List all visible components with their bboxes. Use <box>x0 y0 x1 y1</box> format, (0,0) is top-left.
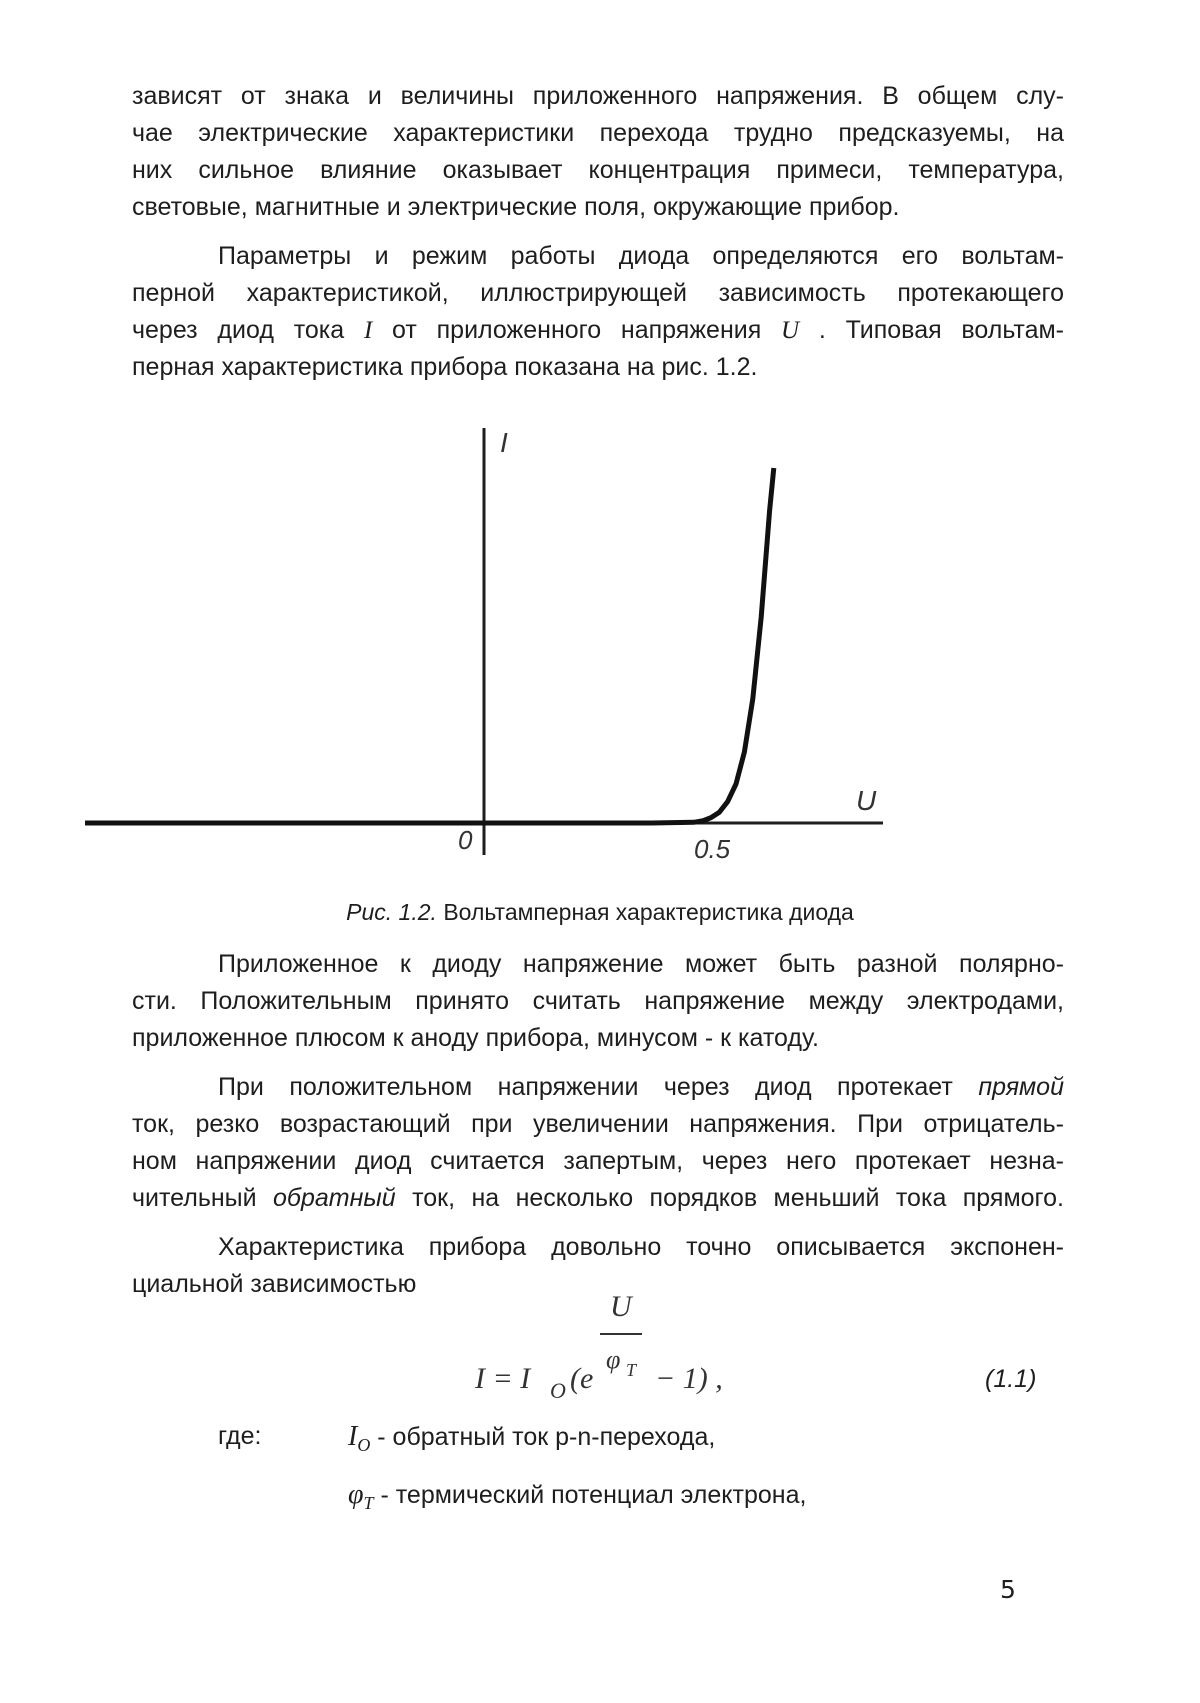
para4-line3: ном напряжении диод считается запертым, через него протекает незна- <box>132 1147 1064 1175</box>
where-i0-text: - обратный ток p-n-перехода, <box>377 1423 716 1451</box>
para2-line3-c: . Типовая вольтам- <box>818 316 1065 344</box>
formula-exp: φ <box>606 1345 621 1374</box>
where-label: где: <box>218 1422 262 1450</box>
where-phi <box>348 1476 806 1522</box>
para2-line2: перной характеристикой, иллюстрирующей зависимость протекающего <box>132 279 1064 307</box>
caption-text: Вольтамперная характеристика диода <box>443 899 854 925</box>
para2-line3-b: от приложенного напряжения <box>392 316 762 344</box>
where-i0 <box>348 1418 715 1464</box>
formula-lhs: I = I <box>475 1362 531 1395</box>
x-axis-label: U <box>856 785 877 816</box>
where-i0-sub: O <box>357 1435 371 1455</box>
para1-line2: чае электрические характеристики перехода трудно предсказуемы, на <box>132 119 1064 147</box>
para4-line1 <box>218 1069 1064 1106</box>
para5-line1: Характеристика прибора довольно точно описывается экспонен- <box>218 1233 1064 1261</box>
para2-line3-a: через диод тока <box>132 316 345 344</box>
para4-line2: ток, резко возрастающий при увеличении напряжения. При отрицатель- <box>132 1110 1064 1138</box>
para2-line1: Параметры и режим работы диода определяются его вольтам- <box>218 242 1064 270</box>
para1-line4: световые, магнитные и электрические поля, окружающие прибор. <box>132 193 900 221</box>
equation-number: (1.1) <box>985 1365 1037 1393</box>
tick-label-0.5: 0.5 <box>694 834 731 864</box>
para5-line2: циальной зависимостью <box>132 1270 417 1298</box>
para3-line3: приложенное плюсом к аноду прибора, минусом - к катоду. <box>132 1024 819 1052</box>
caption-label: Рис. 1.2. <box>346 899 437 925</box>
tick-label-0: 0 <box>458 825 473 855</box>
para1-line3: них сильное влияние оказывает концентрация примеси, температура, <box>132 156 1064 184</box>
para4-line4 <box>132 1180 1064 1217</box>
page-number: 5 <box>1000 1575 1016 1604</box>
para1-line1: зависят от знака и величины приложенного напряжения. В общем слу- <box>132 82 1064 110</box>
y-axis-label: I <box>500 427 508 458</box>
where-phi-sub: T <box>363 1493 374 1513</box>
para4-direct: прямой <box>978 1073 1064 1101</box>
para3-line2: сти. Положительным принято считать напряжение между электродами, <box>132 987 1064 1015</box>
para2-line4: перная характеристика прибора показана на рис. 1.2. <box>132 353 758 381</box>
var-U: U <box>781 317 800 344</box>
iv-curve <box>85 468 774 823</box>
where-phi-text: - термический потенциал электрона, <box>380 1481 807 1509</box>
para4-line4-a: чительный <box>132 1184 257 1212</box>
figure-caption <box>0 897 1200 927</box>
formula-exp-sub: T <box>626 1360 637 1380</box>
fraction-bar <box>600 1333 642 1335</box>
formula-sub0: O <box>550 1378 566 1403</box>
para4-reverse: обратный <box>273 1184 396 1212</box>
where-i0-var: I <box>348 1421 358 1452</box>
formula-close: − 1) , <box>655 1362 723 1395</box>
para4-line4-b: ток, на несколько порядков меньший тока прямого. <box>412 1184 1064 1212</box>
para3-line1: Приложенное к диоду напряжение может быть разной полярно- <box>218 950 1064 978</box>
formula-numerator: U <box>610 1290 632 1323</box>
formula-open: (e <box>570 1362 594 1395</box>
para4-line1-a: При положительном напряжении через диод протекает <box>218 1073 953 1101</box>
var-I: I <box>363 317 373 344</box>
where-phi-var: φ <box>348 1479 364 1510</box>
